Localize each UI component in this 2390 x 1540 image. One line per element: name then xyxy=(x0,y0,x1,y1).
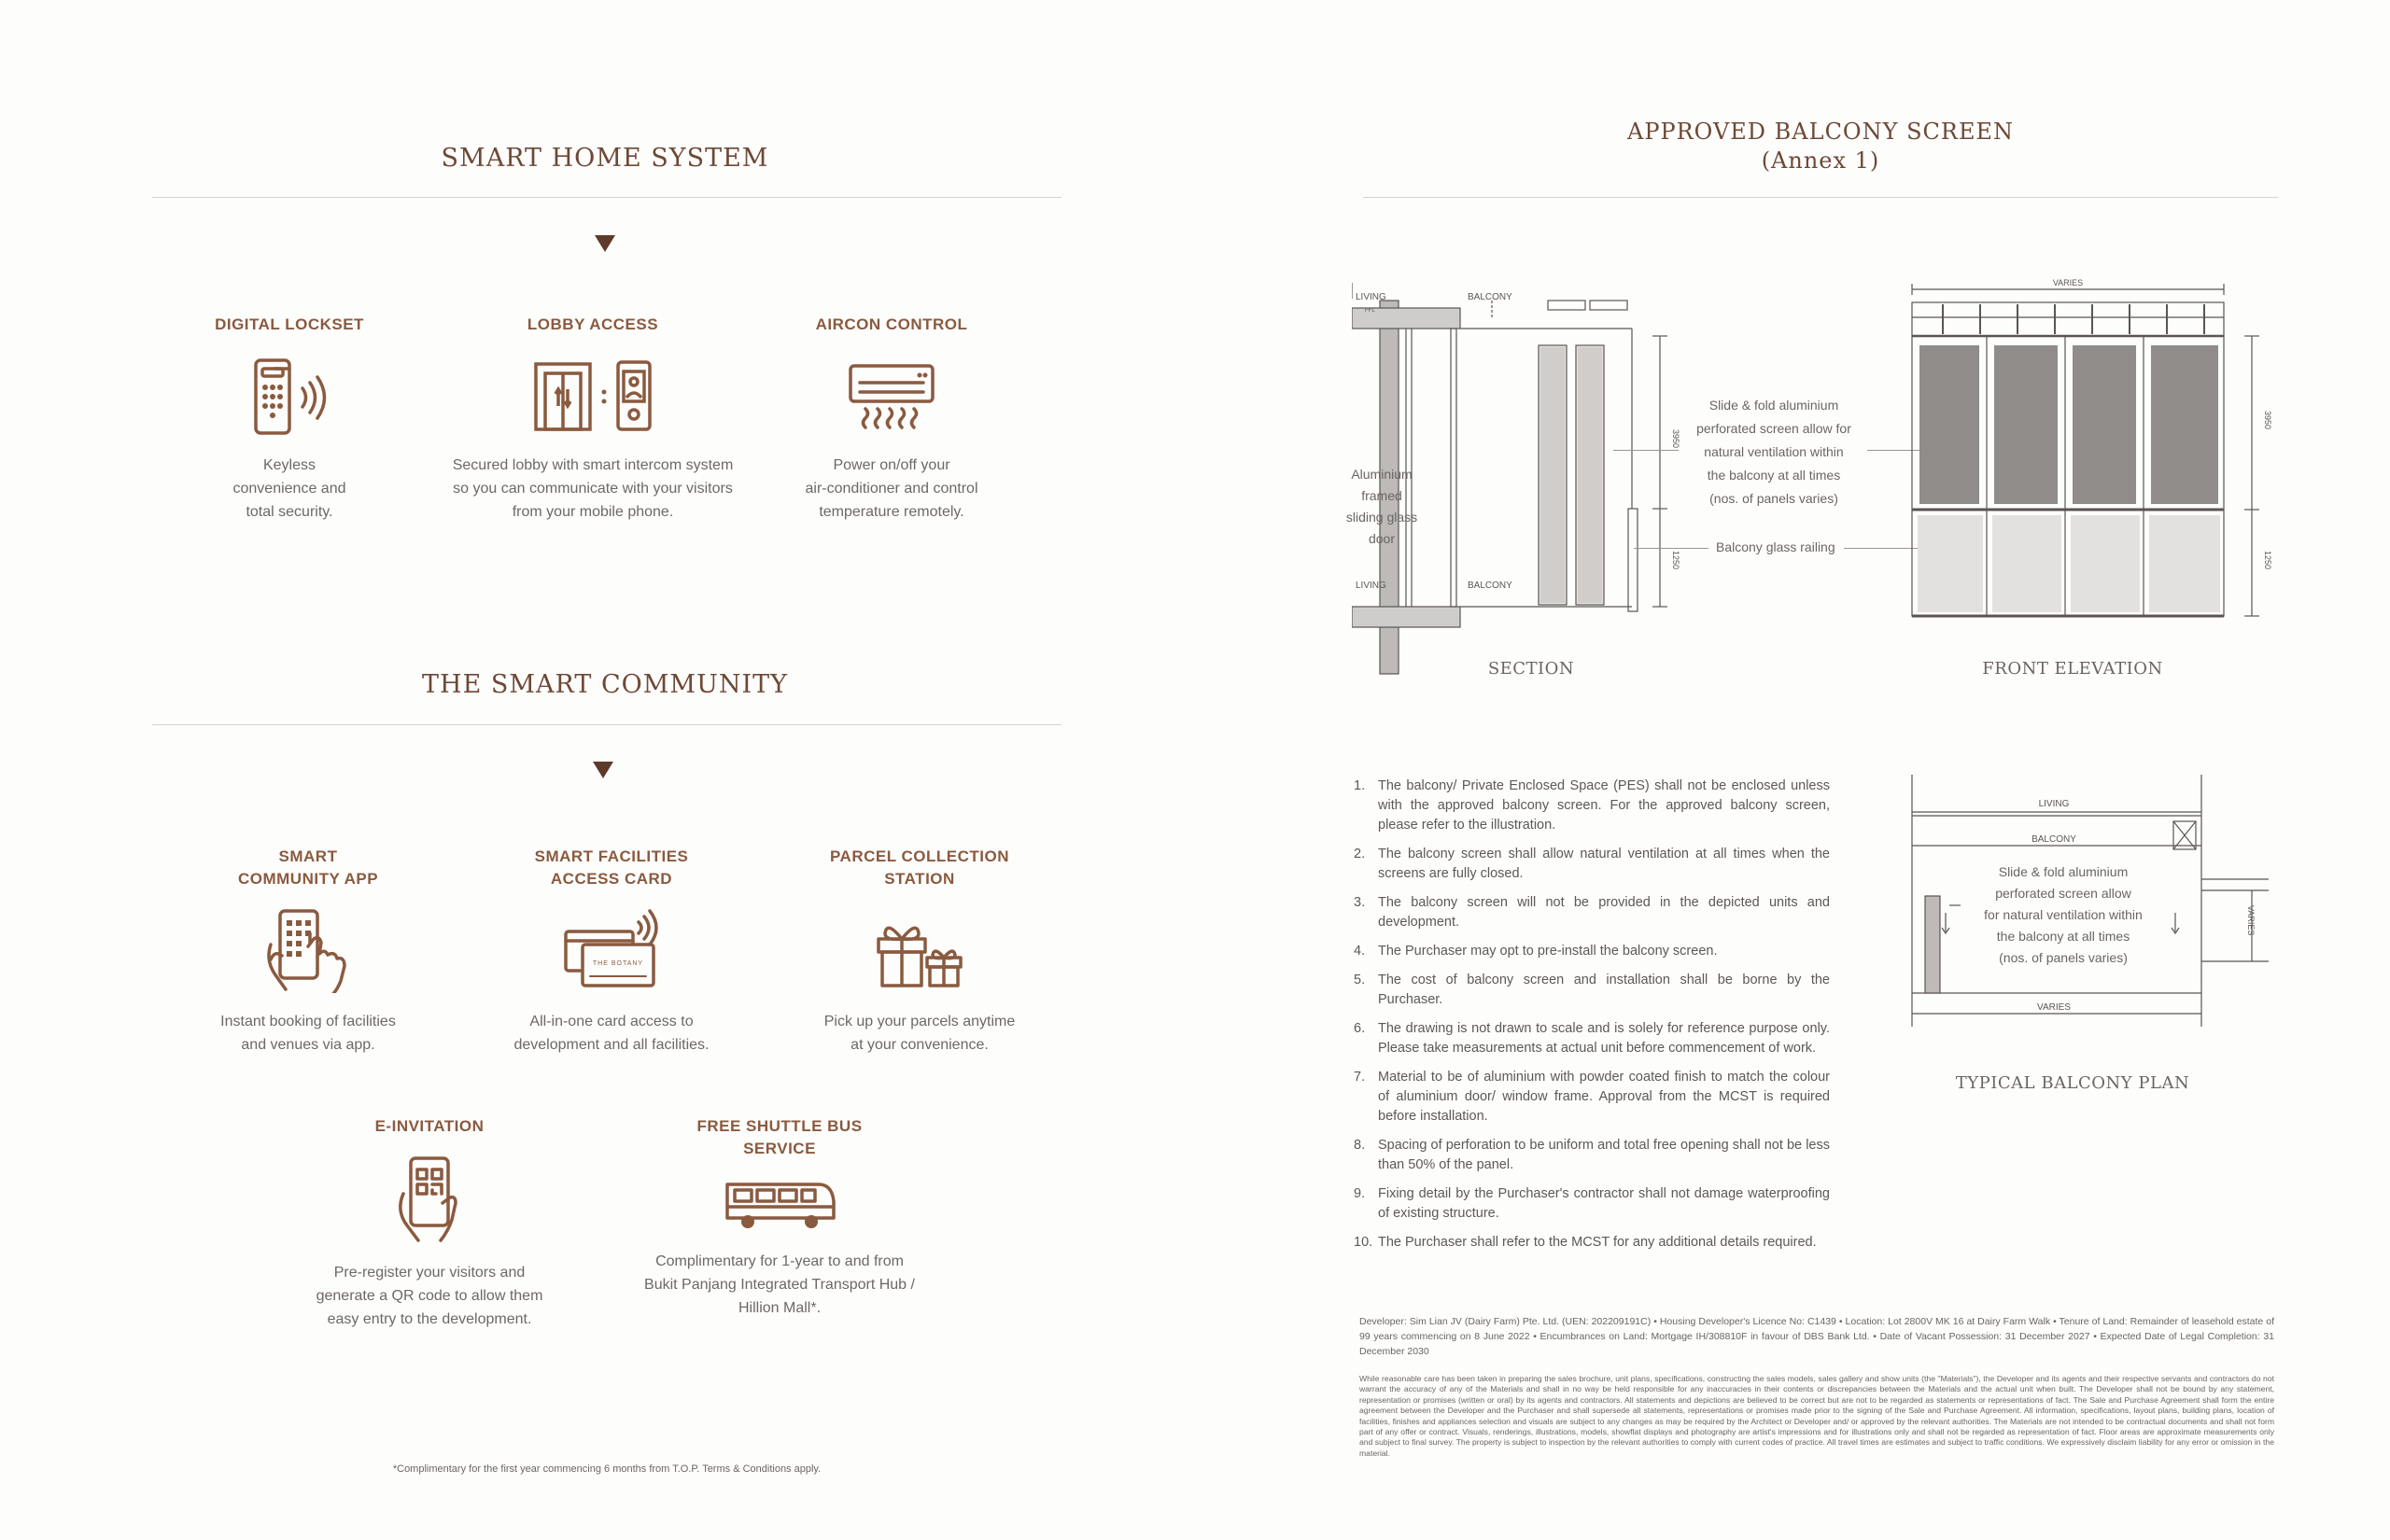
smart-community-heading: THE SMART COMMUNITY xyxy=(422,670,788,699)
parcel-gift-icon xyxy=(873,907,966,993)
label-ffl-top: FFL xyxy=(1365,308,1375,314)
screen-note-line: (nos. of panels varies) xyxy=(1709,491,1838,506)
desc-line: development and all facilities. xyxy=(513,1037,710,1053)
feature-description xyxy=(168,454,411,524)
plan-note-line: perforated screen allow xyxy=(1995,886,2131,901)
title-line: PARCEL COLLECTION xyxy=(829,847,1010,865)
feature-title xyxy=(187,846,429,890)
screen-note-line: Slide & fold aluminium xyxy=(1708,398,1839,413)
triangle-down-icon xyxy=(595,235,615,252)
note-number: 6. xyxy=(1354,1021,1366,1036)
dim-upper: 3950 xyxy=(2263,411,2272,430)
plan-note-line: for natural ventilation within xyxy=(1984,907,2143,922)
feature-title: AIRCON CONTROL xyxy=(815,315,968,333)
note-number: 3. xyxy=(1354,895,1366,910)
note-number: 2. xyxy=(1354,847,1366,861)
feature-description xyxy=(476,1010,747,1057)
desc-line: Hillion Mall*. xyxy=(738,1300,822,1316)
feature-access-card xyxy=(476,846,747,1057)
phone-app-icon xyxy=(263,907,353,993)
note-item xyxy=(1354,845,1830,884)
feature-description xyxy=(439,454,747,524)
desc-line: Instant booking of facilities xyxy=(220,1014,396,1029)
smart-community-divider xyxy=(152,724,1061,725)
balcony-heading-divider xyxy=(1363,197,2278,198)
plan-note-line: the balcony at all times xyxy=(1996,929,2130,944)
plan-varies-label: VARIES xyxy=(2037,1002,2071,1013)
feature-description xyxy=(794,1010,1046,1057)
note-item xyxy=(1354,893,1830,932)
feature-title: LOBBY ACCESS xyxy=(527,315,659,333)
note-number: 1. xyxy=(1354,778,1366,793)
door-label-line: sliding glass xyxy=(1345,510,1418,525)
note-number: 5. xyxy=(1354,973,1366,987)
label-living-bottom: LIVING xyxy=(1356,581,1386,591)
front-elevation-caption: FRONT ELEVATION xyxy=(1982,659,2163,679)
note-text: The Purchaser shall refer to the MCST for any additional details required. xyxy=(1378,1235,1817,1250)
feature-community-app xyxy=(187,846,429,1057)
note-text: The balcony/ Private Enclosed Space (PES) shall not be enclosed unless with the approved balcony screen. For the approved balcony screen, please refer to the illustration. xyxy=(1378,778,1830,833)
varies-label: VARIES xyxy=(2052,278,2084,287)
dim-lower: 1250 xyxy=(2263,551,2272,570)
title-line: SMART xyxy=(278,847,338,865)
note-text: The Purchaser may opt to pre-install the balcony screen. xyxy=(1378,944,1718,959)
door-label-line: framed xyxy=(1361,488,1402,503)
note-item xyxy=(1354,942,1830,961)
lobby-intercom-icon xyxy=(532,357,654,437)
leader-line xyxy=(1634,548,1708,549)
heading-line: APPROVED BALCONY SCREEN xyxy=(1626,119,2014,145)
card-brand-text: THE BOTANY xyxy=(592,960,644,967)
dim-upper: 3950 xyxy=(1671,429,1680,449)
note-number: 10. xyxy=(1354,1235,1373,1250)
feature-description xyxy=(187,1010,429,1057)
bus-icon xyxy=(722,1177,837,1233)
front-elevation-drawing xyxy=(1905,271,2278,644)
feature-title xyxy=(626,1115,934,1160)
label-balcony-top: BALCONY xyxy=(1468,292,1512,302)
door-label xyxy=(1344,464,1419,550)
note-item xyxy=(1354,1068,1830,1127)
note-number: 8. xyxy=(1354,1138,1366,1153)
feature-e-invitation xyxy=(299,1115,560,1331)
feature-description xyxy=(766,454,1018,524)
note-text: Fixing detail by the Purchaser's contractor shall not damage waterproofing of existing structure. xyxy=(1378,1186,1830,1221)
desc-line: generate a QR code to allow them xyxy=(316,1288,543,1304)
title-line: FREE SHUTTLE BUS xyxy=(696,1117,863,1135)
label-living-top: LIVING xyxy=(1356,292,1386,302)
note-number: 7. xyxy=(1354,1070,1366,1085)
feature-title: E-INVITATION xyxy=(374,1117,485,1135)
screen-note xyxy=(1671,394,1877,511)
feature-digital-lockset xyxy=(168,314,411,524)
title-line: SMART FACILITIES xyxy=(534,847,689,865)
shuttle-footnote: *Complimentary for the first year commencing 6 months from T.O.P. Terms & Conditions apply. xyxy=(392,1463,822,1475)
desc-line: so you can communicate with your visitors xyxy=(453,481,733,497)
smart-home-heading: SMART HOME SYSTEM xyxy=(441,144,769,173)
feature-title: DIGITAL LOCKSET xyxy=(215,315,364,333)
heading-subtitle: (Annex 1) xyxy=(1761,147,1880,174)
note-item xyxy=(1354,1019,1830,1058)
typical-balcony-plan-caption: TYPICAL BALCONY PLAN xyxy=(1955,1073,2190,1093)
plan-screen-note xyxy=(1961,861,2166,969)
smart-home-divider xyxy=(152,197,1061,198)
note-text: Material to be of aluminium with powder coated finish to match the colour of aluminium door/ window frame. Approval from the MCST is required before installation. xyxy=(1378,1070,1830,1124)
dim-lower: 1250 xyxy=(1671,551,1680,570)
desc-line: Keyless xyxy=(262,457,316,473)
legal-disclaimer: While reasonable care has been taken in preparing the sales brochure, unit plans, specifications, constructing the sales models, sales gallery and show units (the "Materials"), the Developer and its agents and their respective servants and contractors do not warrant the accuracy of any of the Materials and shall in no way be held responsible for any inaccuracies in their contents or discrepancies between the Materials and the actual unit when built. The Developer shall not be bound by any statement, representation or promises (written or oral) by its agents and contractors. All statements and depictions are believed to be correct but are not to be regarded as statements or representations of fact. The Sale and Purchase Agreement shall form the entire agreement between the Developer and the Purchaser and shall supersede all statements, representations or promises made prior to the signing of the Sale and Purchase Agreement. All information, specifications, layout plans, building plans, location of facilities, finishes and appliances selection and visuals are subject to any changes as may be required by the Architect or Developer and/ or approved by the relevant authorities. The Materials are not intended to be contractual documents and shall not form part of any offer or contract. Visuals, renderings, illustrations, models, showflat displays and photography are artist's impressions and for illustrations only and shall not be regarded as representation of fact. Floor areas are approximate measurements only and subject to final survey. The property is subject to inspection by the relevant authorities to comply with current codes of practice. All travel times are estimates and subject to traffic conditions. We expressively disclaim liability for any error or omission in the material. xyxy=(1359,1374,2274,1458)
title-line: ACCESS CARD xyxy=(550,870,673,888)
feature-title xyxy=(476,846,747,890)
desc-line: air-conditioner and control xyxy=(805,481,978,497)
note-item xyxy=(1354,971,1830,1010)
title-line: STATION xyxy=(884,870,955,888)
note-number: 4. xyxy=(1354,944,1366,959)
triangle-down-icon xyxy=(593,762,613,778)
desc-line: Bukit Panjang Integrated Transport Hub / xyxy=(644,1277,915,1293)
note-text: The cost of balcony screen and installation shall be borne by the Purchaser. xyxy=(1378,973,1830,1007)
door-label-line: door xyxy=(1368,531,1396,546)
railing-note: Balcony glass railing xyxy=(1716,539,1835,554)
note-item xyxy=(1354,1233,1830,1253)
desc-line: total security. xyxy=(246,504,333,520)
screen-note-line: perforated screen allow for xyxy=(1696,421,1851,436)
note-text: The balcony screen will not be provided in the depicted units and development. xyxy=(1378,895,1830,930)
balcony-notes-list xyxy=(1354,777,1830,1262)
screen-note-line: natural ventilation within xyxy=(1704,444,1844,459)
screen-note-line: the balcony at all times xyxy=(1707,468,1841,483)
title-line: COMMUNITY APP xyxy=(237,870,379,888)
section-caption: SECTION xyxy=(1487,659,1575,679)
desc-line: Power on/off your xyxy=(833,457,950,473)
qr-phone-icon xyxy=(392,1155,467,1244)
note-number: 9. xyxy=(1354,1186,1366,1201)
desc-line: Secured lobby with smart intercom system xyxy=(452,457,734,473)
note-text: Spacing of perforation to be uniform and total free opening shall not be less than 50% of the panel. xyxy=(1378,1138,1830,1172)
title-line: SERVICE xyxy=(743,1140,816,1157)
feature-parcel-collection xyxy=(794,846,1046,1057)
note-item xyxy=(1354,1184,1830,1224)
plan-living-label: LIVING xyxy=(2038,799,2070,809)
plan-varies-side: VARIES xyxy=(2246,905,2256,936)
feature-lobby-access xyxy=(439,314,747,524)
note-text: The drawing is not drawn to scale and is solely for reference purpose only. Please take measurements at actual unit before commencement of work. xyxy=(1378,1021,1830,1056)
desc-line: All-in-one card access to xyxy=(529,1014,694,1029)
feature-description xyxy=(626,1250,934,1320)
label-balcony-bottom: BALCONY xyxy=(1468,581,1512,591)
desc-line: easy entry to the development. xyxy=(327,1311,532,1327)
desc-line: Pre-register your visitors and xyxy=(333,1265,526,1281)
note-item xyxy=(1354,777,1830,835)
access-card-icon xyxy=(560,907,663,993)
desc-line: at your convenience. xyxy=(851,1037,989,1053)
feature-shuttle-bus xyxy=(626,1115,934,1320)
desc-line: temperature remotely. xyxy=(819,504,964,520)
desc-line: Pick up your parcels anytime xyxy=(823,1014,1016,1029)
feature-aircon-control xyxy=(766,314,1018,524)
developer-info: Developer: Sim Lian JV (Dairy Farm) Pte. Ltd. (UEN: 202209191C) • Housing Developer's Licence No: C1439 • Location: Lot 2800V MK 16 at Dairy Farm Walk • Tenure of Land: Remainder of leasehold estate of 99 years commencing on 8 June 2022 • Encumbrances on Land: Mortgage IH/308810F in favour of DBS Bank Ltd. • Date of Vacant Possession: 31 December 2027 • Expected Date of Legal Completion: 31 December 2030 xyxy=(1359,1316,2274,1357)
balcony-screen-heading xyxy=(1363,118,2278,175)
desc-line: Complimentary for 1-year to and from xyxy=(655,1253,904,1269)
leader-line xyxy=(1613,450,1679,451)
desc-line: from your mobile phone. xyxy=(512,504,674,520)
plan-note-line: Slide & fold aluminium xyxy=(1998,864,2129,879)
feature-description xyxy=(299,1261,560,1331)
aircon-icon xyxy=(847,357,936,437)
feature-title xyxy=(794,846,1046,890)
desc-line: convenience and xyxy=(232,481,346,497)
digital-lock-icon xyxy=(246,357,332,437)
plan-balcony-label: BALCONY xyxy=(2032,834,2076,845)
door-label-line: Aluminium xyxy=(1351,467,1413,482)
desc-line: and venues via app. xyxy=(241,1037,375,1053)
plan-note-line: (nos. of panels varies) xyxy=(1999,950,2128,965)
note-text: The balcony screen shall allow natural ventilation at all times when the screens are fully closed. xyxy=(1378,847,1830,881)
note-item xyxy=(1354,1136,1830,1175)
